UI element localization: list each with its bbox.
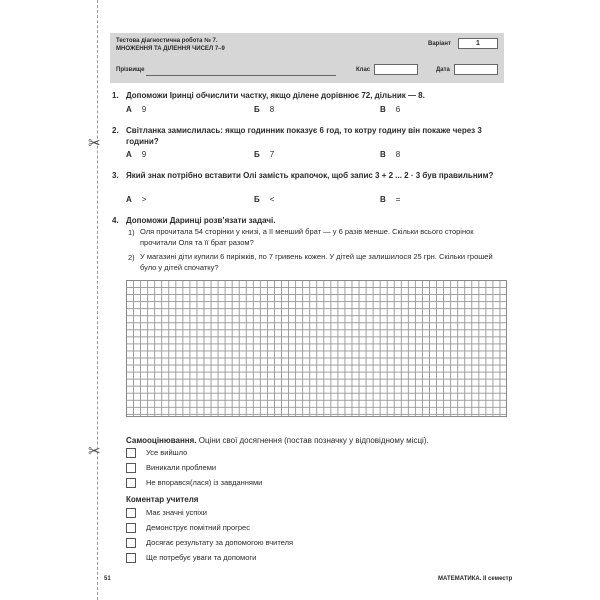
self-assessment-title: Самооцінювання. (126, 436, 197, 445)
date-field[interactable] (454, 64, 498, 75)
checkbox[interactable] (126, 463, 136, 473)
question-2-text: Світланка замислилась: якщо годинник показує 6 год, то котру годину він покаже через 3 години? (126, 126, 482, 146)
cut-line (97, 0, 98, 600)
checkbox[interactable] (126, 448, 136, 458)
q1-option-a[interactable]: А 9 (126, 105, 147, 114)
surname-label: Прізвище (116, 67, 145, 73)
checkbox[interactable] (126, 508, 136, 518)
self-assessment-heading (126, 436, 506, 445)
subtask-2-number: 2) (128, 253, 135, 262)
option-label: Виникали проблеми (146, 463, 217, 472)
page-number: 51 (104, 576, 111, 582)
question-2-number: 2. (112, 126, 119, 135)
q2-option-b[interactable]: Б 7 (254, 150, 275, 159)
q1-option-c[interactable]: В 6 (380, 105, 401, 114)
subtask-1-number: 1) (128, 228, 135, 237)
option-label: Демонструє помітний прогрес (146, 523, 250, 532)
question-4-number: 4. (112, 216, 119, 225)
question-3-number: 3. (112, 171, 119, 180)
q3-option-b[interactable]: Б < (254, 195, 275, 204)
option-label: Не впорався(лася) із завданнями (146, 478, 263, 487)
class-field[interactable] (374, 64, 418, 75)
scissors-icon: ✂ (88, 135, 101, 152)
subtask-1-text: Оля прочитала 54 сторінки у книзі, а її менший брат — у 6 разів менше. Скільки всього сторінок прочитали Оля та її брат разом? (140, 227, 474, 247)
q2-option-a[interactable]: А 9 (126, 150, 147, 159)
option-label: Досягає результату за допомогою вчителя (146, 538, 294, 547)
self-assessment-description: Оціни свої досягнення (постав позначку у відповідному місці). (198, 436, 429, 445)
q1-option-b[interactable]: Б 8 (254, 105, 275, 114)
header-title-line2: МНОЖЕННЯ ТА ДІЛЕННЯ ЧИСЕЛ 7–9 (116, 46, 225, 52)
question-3-text: Який знак потрібно вставити Олі замість крапочок, щоб запис 3 + 2 ... 2 · 3 був правильним? (126, 171, 494, 180)
variant-label: Варіант (428, 41, 451, 47)
header-panel (110, 33, 504, 83)
q2-option-c[interactable]: В 8 (380, 150, 401, 159)
header-title-line1: Тестова діагностична робота № 7. (116, 38, 218, 44)
subtask-2-text: У магазині діти купили 6 пиріжків, по 7 гривень кожен. У дітей ще залишилося 25 грн. Скільки грошей було у дітей спочатку? (140, 252, 493, 272)
option-label: Усе вийшло (146, 448, 188, 457)
footer-subject: МАТЕМАТИКА. II семестр (438, 576, 513, 582)
option-label: Ще потребує уваги та допомоги (146, 553, 257, 562)
checkbox[interactable] (126, 553, 136, 563)
variant-value: 1 (458, 38, 498, 49)
date-label: Дата (436, 67, 450, 73)
question-1-number: 1. (112, 91, 119, 100)
header-title (116, 37, 316, 53)
scissors-icon: ✂ (88, 443, 101, 460)
checkbox[interactable] (126, 538, 136, 548)
surname-field[interactable] (146, 75, 336, 76)
question-1-text: Допоможи Іринці обчислити частку, якщо ділене дорівнює 72, дільник — 8. (126, 91, 425, 100)
teacher-comment-title: Коментар учителя (126, 495, 199, 504)
q3-option-a[interactable]: А > (126, 195, 147, 204)
question-4-text: Допоможи Даринці розв’язати задачі. (126, 216, 276, 225)
q3-option-c[interactable]: В = (380, 195, 401, 204)
checkbox[interactable] (126, 478, 136, 488)
class-label: Клас (356, 67, 371, 73)
checkbox[interactable] (126, 523, 136, 533)
option-label: Має значні успіхи (146, 508, 207, 517)
answer-grid[interactable] (126, 280, 507, 417)
